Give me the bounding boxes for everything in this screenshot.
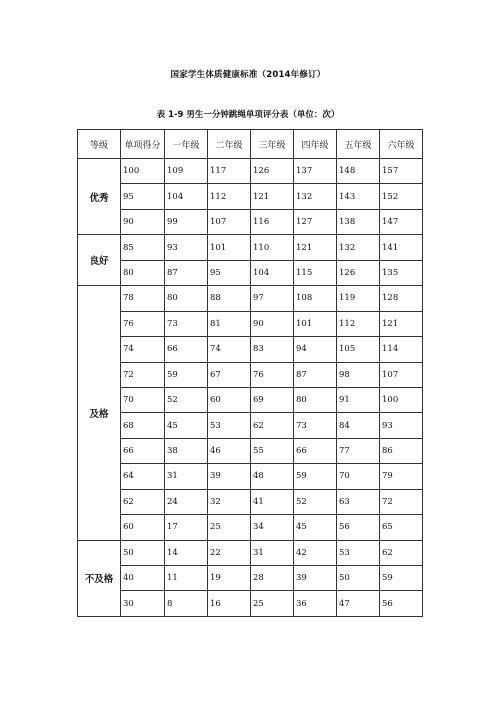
count-cell: 104 <box>165 184 208 209</box>
count-cell: 25 <box>208 515 251 540</box>
count-cell: 69 <box>251 387 294 412</box>
table-row <box>78 159 423 184</box>
count-cell: 72 <box>380 489 423 514</box>
count-cell: 38 <box>165 438 208 463</box>
count-cell: 99 <box>165 209 208 234</box>
count-cell: 138 <box>337 209 380 234</box>
count-cell: 101 <box>208 235 251 260</box>
count-cell: 116 <box>251 209 294 234</box>
count-cell: 132 <box>294 184 337 209</box>
count-cell: 137 <box>294 159 337 184</box>
count-cell: 53 <box>337 540 380 565</box>
count-cell: 104 <box>251 260 294 285</box>
count-cell: 88 <box>208 286 251 311</box>
count-cell: 52 <box>165 387 208 412</box>
table-caption: 表 1-9 男生一分钟跳绳单项评分表（单位：次） <box>156 110 340 120</box>
count-cell: 127 <box>294 209 337 234</box>
count-cell: 36 <box>294 591 337 617</box>
count-cell: 152 <box>380 184 423 209</box>
count-cell: 108 <box>294 286 337 311</box>
table-row <box>78 566 423 591</box>
count-cell: 101 <box>294 311 337 336</box>
count-cell: 73 <box>165 311 208 336</box>
table-header <box>78 130 423 159</box>
count-cell: 119 <box>337 286 380 311</box>
header-score: 单项得分 <box>121 130 165 159</box>
grade-level-cell: 优秀 <box>78 159 121 235</box>
count-cell: 132 <box>337 235 380 260</box>
header-grade-1: 一年级 <box>165 130 208 159</box>
count-cell: 95 <box>208 260 251 285</box>
count-cell: 39 <box>294 566 337 591</box>
count-cell: 81 <box>208 311 251 336</box>
grade-level-cell: 不及格 <box>78 540 121 616</box>
count-cell: 93 <box>165 235 208 260</box>
score-cell: 76 <box>121 311 165 336</box>
count-cell: 62 <box>380 540 423 565</box>
count-cell: 97 <box>251 286 294 311</box>
score-cell: 72 <box>121 362 165 387</box>
table-row <box>78 515 423 540</box>
table-row <box>78 591 423 617</box>
score-cell: 60 <box>121 515 165 540</box>
header-grade-5: 五年级 <box>337 130 380 159</box>
count-cell: 80 <box>165 286 208 311</box>
count-cell: 70 <box>337 464 380 489</box>
count-cell: 59 <box>294 464 337 489</box>
count-cell: 31 <box>251 540 294 565</box>
count-cell: 126 <box>337 260 380 285</box>
count-cell: 59 <box>165 362 208 387</box>
count-cell: 25 <box>251 591 294 617</box>
count-cell: 135 <box>380 260 423 285</box>
count-cell: 59 <box>380 566 423 591</box>
table-row <box>78 387 423 412</box>
count-cell: 31 <box>165 464 208 489</box>
count-cell: 98 <box>337 362 380 387</box>
count-cell: 14 <box>165 540 208 565</box>
count-cell: 157 <box>380 159 423 184</box>
count-cell: 47 <box>337 591 380 617</box>
count-cell: 45 <box>165 413 208 438</box>
grade-level-cell: 良好 <box>78 235 121 286</box>
score-cell: 64 <box>121 464 165 489</box>
table-row <box>78 540 423 565</box>
score-cell: 100 <box>121 159 165 184</box>
header-grade-6: 六年级 <box>380 130 423 159</box>
table-row <box>78 209 423 234</box>
count-cell: 67 <box>208 362 251 387</box>
count-cell: 148 <box>337 159 380 184</box>
score-cell: 62 <box>121 489 165 514</box>
table-row <box>78 337 423 362</box>
count-cell: 80 <box>294 387 337 412</box>
count-cell: 90 <box>251 311 294 336</box>
score-cell: 68 <box>121 413 165 438</box>
count-cell: 100 <box>380 387 423 412</box>
count-cell: 48 <box>251 464 294 489</box>
count-cell: 141 <box>380 235 423 260</box>
score-cell: 90 <box>121 209 165 234</box>
table-row <box>78 489 423 514</box>
count-cell: 143 <box>337 184 380 209</box>
score-cell: 80 <box>121 260 165 285</box>
count-cell: 17 <box>165 515 208 540</box>
count-cell: 32 <box>208 489 251 514</box>
count-cell: 73 <box>294 413 337 438</box>
count-cell: 28 <box>251 566 294 591</box>
count-cell: 16 <box>208 591 251 617</box>
count-cell: 107 <box>380 362 423 387</box>
count-cell: 110 <box>251 235 294 260</box>
count-cell: 126 <box>251 159 294 184</box>
table-row <box>78 413 423 438</box>
document-title: 国家学生体质健康标准（2014年修订） <box>170 70 326 80</box>
count-cell: 94 <box>294 337 337 362</box>
count-cell: 79 <box>380 464 423 489</box>
count-cell: 117 <box>208 159 251 184</box>
count-cell: 56 <box>337 515 380 540</box>
header-grade: 等级 <box>78 130 121 159</box>
count-cell: 39 <box>208 464 251 489</box>
count-cell: 19 <box>208 566 251 591</box>
count-cell: 34 <box>251 515 294 540</box>
score-cell: 74 <box>121 337 165 362</box>
count-cell: 87 <box>294 362 337 387</box>
count-cell: 65 <box>380 515 423 540</box>
count-cell: 24 <box>165 489 208 514</box>
count-cell: 76 <box>251 362 294 387</box>
count-cell: 115 <box>294 260 337 285</box>
count-cell: 112 <box>337 311 380 336</box>
count-cell: 66 <box>165 337 208 362</box>
count-cell: 121 <box>294 235 337 260</box>
count-cell: 121 <box>380 311 423 336</box>
table-body <box>78 159 423 617</box>
table-row <box>78 286 423 311</box>
score-cell: 30 <box>121 591 165 617</box>
header-grade-2: 二年级 <box>208 130 251 159</box>
count-cell: 147 <box>380 209 423 234</box>
count-cell: 114 <box>380 337 423 362</box>
table-row <box>78 311 423 336</box>
grade-level-cell: 及格 <box>78 286 121 540</box>
count-cell: 42 <box>294 540 337 565</box>
table-row <box>78 260 423 285</box>
score-cell: 95 <box>121 184 165 209</box>
count-cell: 11 <box>165 566 208 591</box>
count-cell: 105 <box>337 337 380 362</box>
score-cell: 50 <box>121 540 165 565</box>
count-cell: 22 <box>208 540 251 565</box>
count-cell: 62 <box>251 413 294 438</box>
count-cell: 77 <box>337 438 380 463</box>
count-cell: 55 <box>251 438 294 463</box>
header-grade-4: 四年级 <box>294 130 337 159</box>
count-cell: 112 <box>208 184 251 209</box>
count-cell: 66 <box>294 438 337 463</box>
table-row <box>78 464 423 489</box>
count-cell: 109 <box>165 159 208 184</box>
count-cell: 74 <box>208 337 251 362</box>
count-cell: 8 <box>165 591 208 617</box>
score-cell: 78 <box>121 286 165 311</box>
count-cell: 63 <box>337 489 380 514</box>
score-cell: 70 <box>121 387 165 412</box>
count-cell: 83 <box>251 337 294 362</box>
count-cell: 50 <box>337 566 380 591</box>
score-cell: 66 <box>121 438 165 463</box>
count-cell: 45 <box>294 515 337 540</box>
count-cell: 46 <box>208 438 251 463</box>
count-cell: 107 <box>208 209 251 234</box>
table-row <box>78 184 423 209</box>
count-cell: 86 <box>380 438 423 463</box>
table-row <box>78 362 423 387</box>
score-cell: 85 <box>121 235 165 260</box>
score-table <box>77 129 423 617</box>
count-cell: 128 <box>380 286 423 311</box>
count-cell: 52 <box>294 489 337 514</box>
count-cell: 60 <box>208 387 251 412</box>
count-cell: 121 <box>251 184 294 209</box>
count-cell: 93 <box>380 413 423 438</box>
count-cell: 41 <box>251 489 294 514</box>
count-cell: 84 <box>337 413 380 438</box>
count-cell: 56 <box>380 591 423 617</box>
header-grade-3: 三年级 <box>251 130 294 159</box>
count-cell: 91 <box>337 387 380 412</box>
table-row <box>78 438 423 463</box>
table-row <box>78 235 423 260</box>
count-cell: 53 <box>208 413 251 438</box>
header-row <box>78 130 423 159</box>
score-cell: 40 <box>121 566 165 591</box>
count-cell: 87 <box>165 260 208 285</box>
